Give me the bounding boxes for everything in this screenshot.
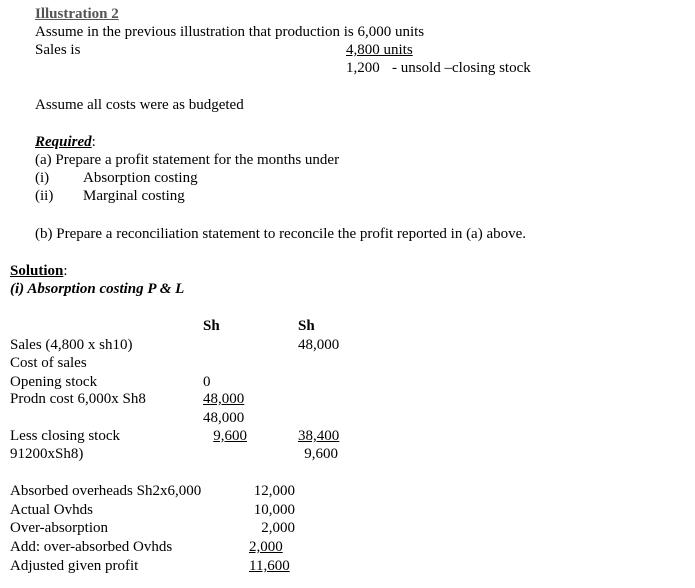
closing-stock-value: 9,600 [213, 428, 247, 444]
requirement-a: (a) Prepare a profit statement for the months under [35, 152, 340, 168]
subtotal-value: 48,000 [203, 410, 245, 426]
column-header-sh-1: Sh [203, 318, 220, 334]
sales-row-value: 48,000 [298, 337, 340, 353]
assume-costs-line: Assume all costs were as budgeted [35, 97, 244, 113]
requirement-ii-number: (ii) [35, 188, 54, 204]
add-over-absorbed-value: 2,000 [249, 539, 283, 555]
sales-units: 4,800 units [346, 42, 413, 58]
absorbed-overheads-label: Absorbed overheads Sh2x6,000 [10, 483, 202, 499]
closing-stock-label: Less closing stock [10, 428, 120, 444]
solution-subheading: (i) Absorption costing P & L [10, 281, 185, 297]
sales-row-label: Sales (4,800 x sh10) [10, 337, 133, 353]
sales-label: Sales is [35, 42, 81, 58]
adjusted-profit-label: Adjusted given profit [10, 558, 139, 574]
column-header-sh-2: Sh [298, 318, 315, 334]
actual-overheads-label: Actual Ovhds [10, 502, 93, 518]
opening-stock-label: Opening stock [10, 374, 98, 390]
cost-total-value: 38,400 [298, 428, 340, 444]
requirement-b: (b) Prepare a reconciliation statement to reconcile the profit reported in (a) above. [35, 226, 527, 242]
cost-of-sales-label: Cost of sales [10, 355, 87, 371]
over-absorption-value: 2,000 [261, 520, 295, 536]
requirement-i-text: Absorption costing [83, 170, 198, 186]
required-label: Required [35, 134, 92, 150]
production-cost-value: 48,000 [203, 391, 245, 407]
absorbed-overheads-value: 12,000 [253, 483, 295, 499]
actual-overheads-value: 10,000 [253, 502, 295, 518]
required-heading [35, 133, 96, 151]
requirement-ii-text: Marginal costing [83, 188, 185, 204]
solution-colon: : [63, 263, 68, 279]
requirement-i-number: (i) [35, 170, 50, 186]
production-cost-label: Prodn cost 6,000x Sh8 [10, 391, 146, 407]
illustration-title: Illustration 2 [35, 6, 119, 22]
unsold-note: - unsold –closing stock [392, 60, 531, 76]
opening-stock-value: 0 [203, 374, 211, 390]
solution-heading [10, 262, 68, 280]
assumption-line: Assume in the previous illustration that production is 6,000 units [35, 24, 425, 40]
over-absorption-label: Over-absorption [10, 520, 109, 536]
required-colon: : [91, 134, 96, 150]
unsold-units: 1,200 [346, 60, 380, 76]
gross-profit-value: 9,600 [304, 446, 338, 462]
add-over-absorbed-label: Add: over-absorbed Ovhds [10, 539, 173, 555]
closing-stock-calc-label: 91200xSh8) [10, 446, 84, 462]
adjusted-profit-value: 11,600 [249, 558, 290, 574]
solution-label: Solution [10, 263, 64, 279]
